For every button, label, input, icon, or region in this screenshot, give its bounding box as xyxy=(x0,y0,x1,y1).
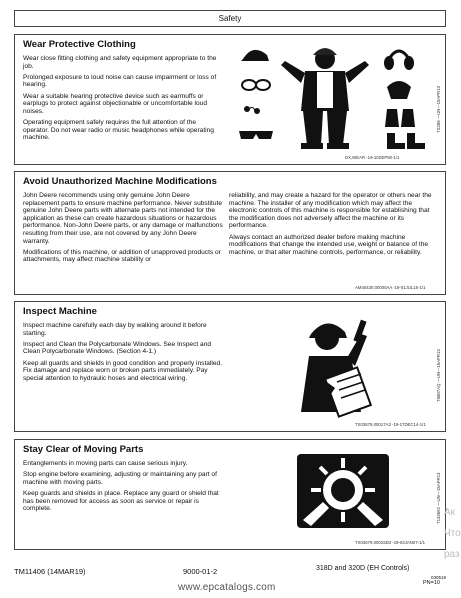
section-wear-protective-clothing xyxy=(14,34,446,165)
protective-clothing-illustration xyxy=(237,39,427,151)
section-body xyxy=(23,55,223,145)
overlay-text: раз xyxy=(444,549,460,560)
model-name: 318D and 320D (EH Controls) xyxy=(316,565,410,572)
paragraph: Prolonged exposure to loud noise can cause impairment or loss of hearing. xyxy=(23,73,217,89)
overlay-text: Ак xyxy=(444,507,456,518)
paragraph: John Deere recommends using only genuine John Deere replacement parts to ensure machine performance. Never substitute genuine John Deere parts with alternate parts not intended for the application as these can create hazardous situations or hazardous performance. Non-John Deere parts, or any damage or malfunctions resulting from their use, are not covered by any John Deere warranty. xyxy=(23,192,223,245)
paragraph: Keep all guards and shields in good condition and properly installed. Fix damage and replace worn or broken parts immediately. Pay special attention to hydraulic hoses and electrical wiring. xyxy=(23,359,223,382)
paragraph: reliability, and may create a hazard for the operator or others near the machine. The installer of any modification which may affect the electronic controls of this machine is responsible for establishing that the modification does not adversely affect the machine or its performance. xyxy=(229,192,432,230)
paragraph: Modifications of this machine, or addition of unapproved products or attachments, may affect machine stability or xyxy=(23,248,221,264)
section-body xyxy=(23,322,223,386)
inspecting-worker-illustration xyxy=(291,316,401,420)
paragraph: Wear close fitting clothing and safety equipment appropriate to the job. xyxy=(23,55,217,70)
entanglement-hazard-icon xyxy=(293,450,393,532)
section-body xyxy=(23,460,223,516)
section-inspect-machine xyxy=(14,301,446,432)
illustration-code: T133592 —UN—15APR13 xyxy=(436,472,441,524)
paragraph: Operating equipment safely requires the full attention of the operator. Do not wear radio or music headphones while operating machine. xyxy=(23,118,214,142)
paragraph: Keep guards and shields in place. Replace any guard or shield that has been removed for access as soon as service or repair is complete. xyxy=(23,489,219,513)
page-header xyxy=(14,10,446,27)
section-title: Stay Clear of Moving Parts xyxy=(23,444,144,455)
section-body-column-1 xyxy=(23,192,223,268)
paragraph: Always contact an authorized dealer before making machine modifications that change the intended use, weight or balance of the machine, or that alter machine controls, performance, or reliability. xyxy=(229,233,429,256)
paragraph: Wear a suitable hearing protective device such as earmuffs or earplugs to protect against objectionable or uncomfortable loud noises. xyxy=(23,92,208,115)
header-title: Safety xyxy=(218,14,242,23)
moving-parts-warning-illustration xyxy=(293,450,393,532)
overlay-text: Что xyxy=(444,528,461,539)
page-number: 9000-01-2 xyxy=(183,567,218,576)
manual-number: TM11406 (14MAR19) xyxy=(14,567,86,576)
worker-with-ppe-icon xyxy=(237,39,427,151)
document-code: AM40430,00000AA -19-01JUL15-1/1 xyxy=(355,285,426,290)
section-body-column-2 xyxy=(229,192,435,260)
illustration-code: TS206 —UN—15APR13 xyxy=(436,85,441,133)
section-avoid-unauthorized-modifications xyxy=(14,171,446,295)
section-title: Inspect Machine xyxy=(23,306,97,317)
footer-date-code: 030519 xyxy=(431,575,447,580)
document-code: TX03679,00017A3 -19-17DEC14-1/1 xyxy=(355,422,426,427)
document-code: DX,WEAR -19-10SEP90-1/1 xyxy=(345,155,400,160)
illustration-code: T6607AQ —UN—15APR13 xyxy=(436,349,441,402)
pn-number: PN=10 xyxy=(423,580,440,586)
document-code: TX03679,00015D3 -19-03JAN07-1/1 xyxy=(355,540,425,545)
section-stay-clear-moving-parts xyxy=(14,439,446,550)
paragraph: Inspect machine carefully each day by walking around it before starting. xyxy=(23,322,207,337)
paragraph: Stop engine before examining, adjusting or maintaining any part of machine with moving parts. xyxy=(23,471,217,486)
section-title: Avoid Unauthorized Machine Modifications xyxy=(23,176,217,187)
worker-with-clipboard-icon xyxy=(291,316,401,420)
paragraph: Entanglements in moving parts can cause serious injury. xyxy=(23,460,188,467)
website-watermark[interactable]: www.epcatalogs.com xyxy=(178,582,276,593)
paragraph: Inspect and Clean the Polycarbonate Windows. See Inspect and Clean Polycarbonate Windows. (Section 4-1.) xyxy=(23,340,212,356)
section-title: Wear Protective Clothing xyxy=(23,39,136,50)
